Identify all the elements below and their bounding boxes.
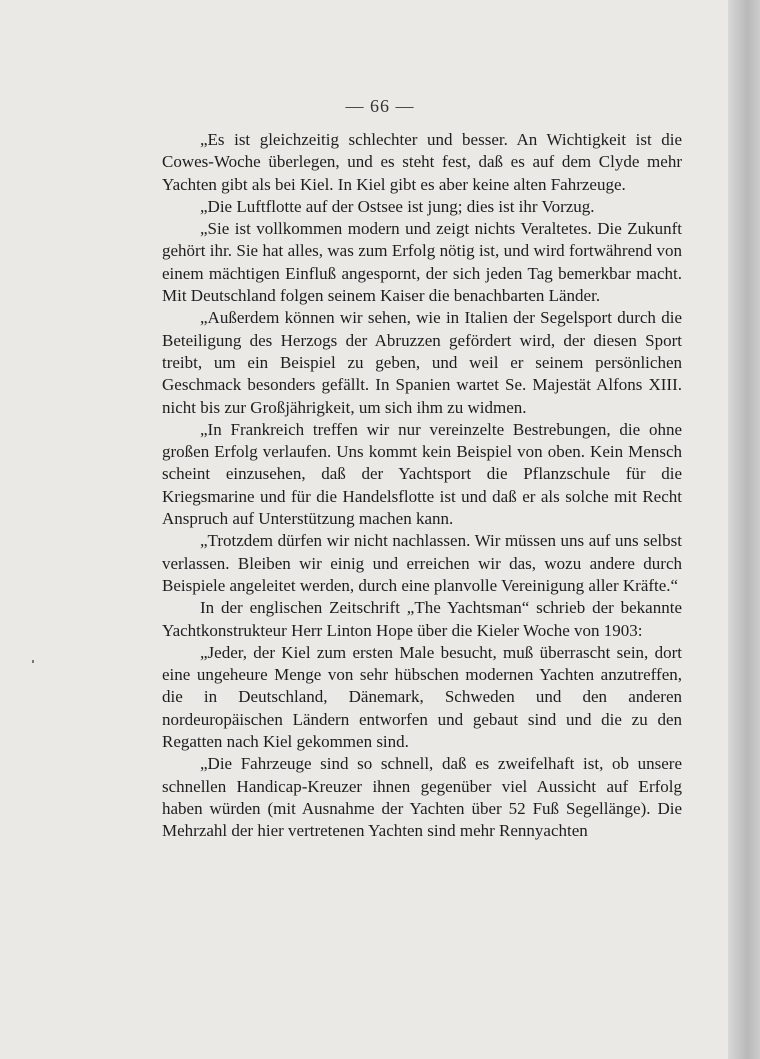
paragraph: „In Frankreich treffen wir nur vereinzelte Bestrebungen, die ohne großen Erfolg verlaufen. Uns kommt kein Beispiel von oben. Kein Mensch scheint einzusehen, daß der Yachtsport die Pflanzschule für die Kriegsmarine und für die Handelsflotte ist und daß er als solche mit Recht Anspruch auf Unterstützung machen kann. bbox=[162, 419, 682, 529]
paragraph: „Sie ist vollkommen modern und zeigt nichts Veraltetes. Die Zukunft gehört ihr. Sie hat alles, was zum Erfolg nötig ist, und wird fortwährend von einem mächtigen Einfluß angespornt, der sich jeden Tag bemerkbar macht. Mit Deutschland folgen seinem Kaiser die benachbarten Länder. bbox=[162, 219, 682, 306]
margin-speck bbox=[32, 660, 34, 663]
page-edge-shadow bbox=[728, 0, 760, 1059]
paragraph: „Außerdem können wir sehen, wie in Italien der Segelsport durch die Beteiligung des Herzogs der Abruzzen gefördert wird, der diesen Sport treibt, um ein Beispiel zu geben, und weil er seinem persönlichen Geschmack besonders gefällt. In Spanien wartet Se. Majestät Alfons XIII. nicht bis zur Großjährigkeit, um sich ihm zu widmen. bbox=[162, 308, 682, 417]
paragraph: „Die Luftflotte auf der Ostsee ist jung; dies ist ihr Vorzug. bbox=[200, 196, 595, 216]
page-number: — 66 — bbox=[345, 96, 415, 116]
paragraph: In der englischen Zeitschrift „The Yachtsman“ schrieb der bekannte Yachtkonstrukteur Herr Linton Hope über die Kieler Woche von 1903: bbox=[162, 598, 682, 640]
paragraph: „Trotzdem dürfen wir nicht nachlassen. Wir müssen uns auf uns selbst verlassen. Bleiben wir einig und erreichen wir das, wozu andere durch Beispiele angeleitet werden, durch eine planvolle Vereinigung aller Kräfte.“ bbox=[162, 531, 682, 595]
paragraph: „Es ist gleichzeitig schlechter und besser. An Wichtigkeit ist die Cowes-Woche überlegen, und es steht fest, daß es auf dem Clyde mehr Yachten gibt als bei Kiel. In Kiel gibt es aber keine alten Fahrzeuge. bbox=[162, 130, 682, 194]
body-text bbox=[162, 129, 682, 843]
paragraph: „Die Fahrzeuge sind so schnell, daß es zweifelhaft ist, ob unsere schnellen Handicap-Kreuzer ihnen gegenüber viel Aussicht auf Erfolg haben würden (mit Ausnahme der Yachten über 52 Fuß Segellänge). Die Mehrzahl der hier vertretenen Yachten sind mehr Rennyachten bbox=[162, 754, 682, 841]
paragraph: „Jeder, der Kiel zum ersten Male besucht, muß überrascht sein, dort eine ungeheure Menge von sehr hübschen modernen Yachten anzutreffen, die in Deutschland, Dänemark, Schweden und den anderen nordeuropäischen Ländern entworfen und gebaut sind und die zu den Regatten nach Kiel gekommen sind. bbox=[162, 642, 682, 752]
